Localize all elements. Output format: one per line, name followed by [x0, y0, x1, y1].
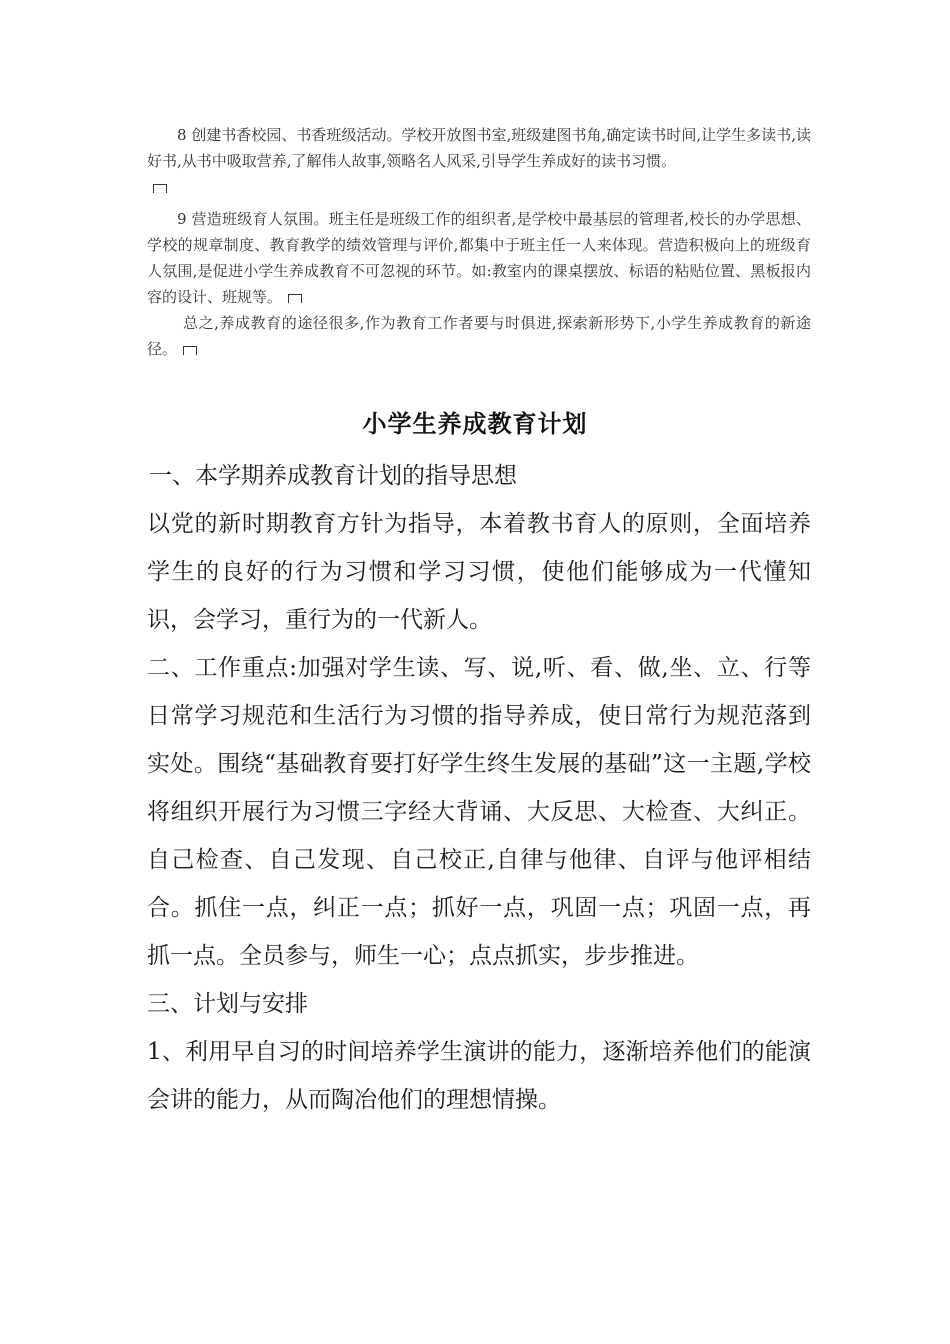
paragraph-item-8 [147, 122, 811, 200]
paragraph-end-mark [288, 294, 302, 303]
previous-article-ending [147, 122, 811, 362]
section-body-work-focus: 二、工作重点:加强对学生读、写、说,听、看、做,坐、立、行等日常学习规范和生活行为习惯的指导养成，使日常行为规范落到实处。围绕“基础教育要打好学生终生发展的基础”这一主题,学校将组织开展行为习惯三字经大背诵、大反思、大检查、大纠正。自己检查、自己发现、自己校正,自律与他律、自评与他评相结合。抓住一点，纠正一点；抓好一点，巩固一点；巩固一点，再抓一点。全员参与，师生一心；点点抓实，步步推进。 [147, 655, 811, 969]
paragraph-end-mark [183, 346, 197, 355]
section-heading-plan: 三、计划与安排 [147, 991, 308, 1017]
plan-item-1: 1、利用早自习的时间培养学生演讲的能力，逐渐培养他们的能演会讲的能力，从而陶冶他们的理想情操。 [147, 1039, 811, 1113]
document-title: 小学生养成教育计划 [362, 409, 588, 438]
paragraph-end-mark [153, 184, 167, 193]
paragraph-item-9 [147, 206, 811, 310]
paragraph-item-9-text: 9 营造班级育人氛围。班主任是班级工作的组织者,是学校中最基层的管理者,校长的办学思想、学校的规章制度、教育教学的绩效管理与评价,都集中于班主任一人来体现。营造积极向上的班级育人氛围,是促进小学生养成教育不可忽视的环节。如:教室内的课桌摆放、标语的粘贴位置、黑板报内容的设计、班规等。 [147, 210, 811, 306]
summary-paragraph-text: 总之,养成教育的途径很多,作为教育工作者要与时俱进,探索新形势下,小学生养成教育的新途径。 [147, 314, 811, 358]
paragraph-item-8-text: 8 创建书香校园、书香班级活动。学校开放图书室,班级建图书角,确定读书时间,让学生多读书,读好书,从书中吸取营养,了解伟人故事,领略名人风采,引导学生养成好的读书习惯。 [147, 126, 811, 170]
summary-paragraph [147, 310, 811, 362]
section-body-guiding-thought: 以党的新时期教育方针为指导，本着教书育人的原则，全面培养学生的良好的行为习惯和学习习惯，使他们能够成为一代懂知识，会学习，重行为的一代新人。 [147, 511, 811, 633]
document-body [147, 452, 811, 1124]
section-heading-guiding-thought: 一、本学期养成教育计划的指导思想 [149, 463, 517, 489]
